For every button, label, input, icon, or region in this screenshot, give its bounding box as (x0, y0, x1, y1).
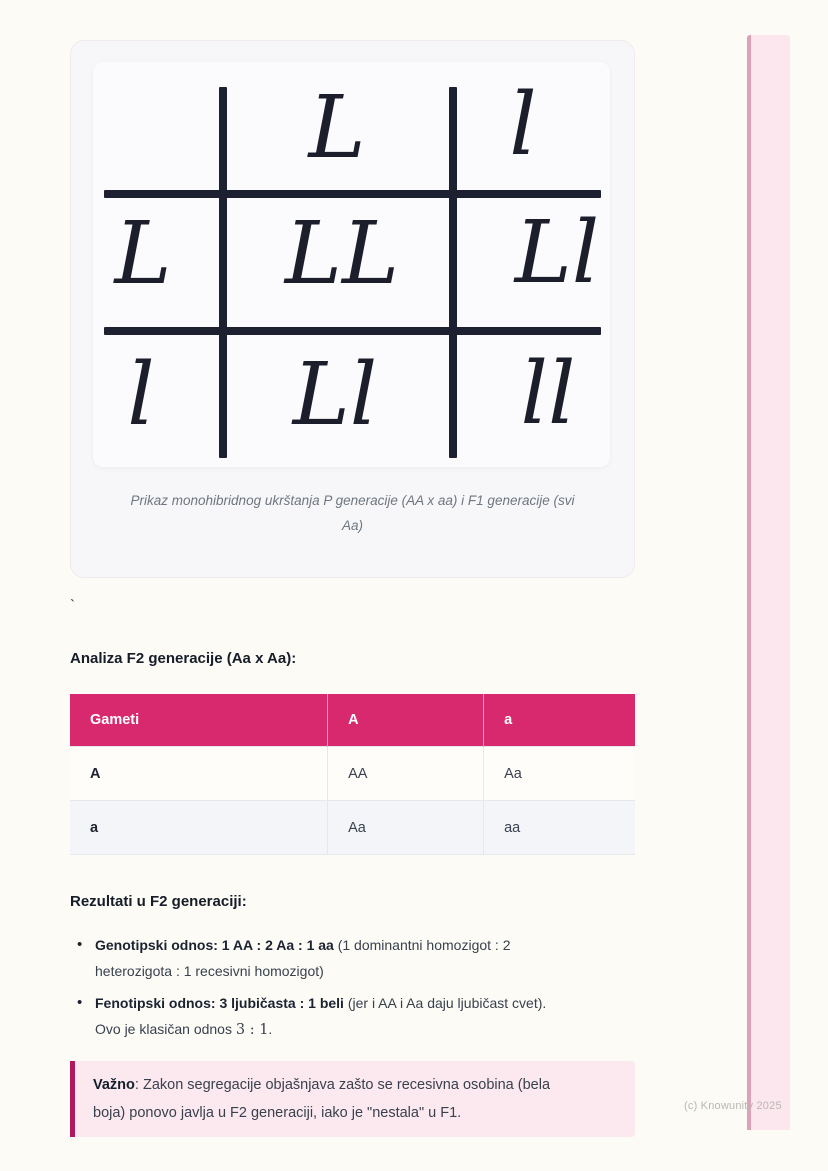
punnett-horizontal-line-2 (104, 327, 601, 335)
table-cell-aa: aa (484, 801, 635, 855)
punnett-horizontal-line-1 (104, 190, 601, 198)
bullet2-tail: . (268, 1021, 273, 1037)
table-header-A: A (328, 694, 484, 747)
bullet2-line2: Ovo je klasičan odnos (95, 1021, 236, 1037)
punnett-cell-LL: LL (284, 204, 400, 304)
callout-line1: : Zakon segregacije objašnjava zašto se recesivna osobina (bela (134, 1077, 551, 1093)
important-callout (70, 1061, 635, 1137)
table-cell-Aa-2: Aa (328, 801, 484, 855)
gamete-table (70, 694, 635, 855)
punnett-cell-Ll-top: Ll (514, 203, 600, 303)
bullet2-ratio-math: 3 : 1 (235, 1022, 269, 1038)
punnett-cell-Ll-bottom: Ll (292, 345, 378, 445)
results-bullet-list (70, 932, 635, 1043)
figure-caption-line1: Prikaz monohibridnog ukrštanja P generacije (AA x aa) i F1 generacije (svi (130, 493, 575, 508)
callout-line2: boja) ponovo javlja u F2 generaciji, iako je "nestala" u F1. (93, 1105, 462, 1121)
table-header-row (70, 694, 635, 747)
analysis-heading: Analiza F2 generacije (Aa x Aa): (70, 650, 297, 667)
bullet1-line2: heterozigota : 1 recesivni homozigot) (95, 963, 324, 979)
callout-lead: Važno (93, 1077, 135, 1093)
figure-card (70, 40, 635, 578)
table-row (70, 747, 635, 801)
bullet2-rest: (jer i AA i Aa daju ljubičast cvet). (343, 995, 547, 1011)
list-item (70, 932, 635, 984)
table-row (70, 801, 635, 855)
punnett-col-header-L: L (308, 78, 366, 178)
punnett-cell-ll: ll (520, 344, 576, 444)
bullet2-lead: Fenotipski odnos: 3 ljubičasta : 1 beli (95, 995, 344, 1011)
figure-caption (93, 488, 612, 538)
table-row-label-A: A (70, 747, 328, 801)
stray-backtick: ` (70, 597, 75, 614)
list-item (70, 990, 635, 1043)
bullet-icon: • (77, 994, 83, 1011)
document-content (70, 0, 635, 1137)
punnett-vertical-line-2 (449, 87, 457, 458)
table-header-a: a (484, 694, 635, 747)
bullet1-lead: Genotipski odnos: 1 AA : 2 Aa : 1 aa (95, 937, 334, 953)
bullet1-rest: (1 dominantni homozigot : 2 (333, 937, 511, 953)
table-cell-AA: AA (328, 747, 484, 801)
table-header-gameti: Gameti (70, 694, 328, 747)
results-heading: Rezultati u F2 generaciji: (70, 893, 247, 910)
bullet-icon: • (77, 936, 83, 953)
punnett-row-header-l: l (127, 345, 155, 445)
figure-caption-line2: Aa) (341, 518, 363, 533)
page-edge-stripe (747, 35, 790, 1130)
punnett-square-image (93, 62, 610, 467)
table-row-label-a: a (70, 801, 328, 855)
table-cell-Aa-1: Aa (484, 747, 635, 801)
punnett-row-header-L: L (114, 204, 172, 304)
watermark: (c) Knowunity 2025 (684, 1100, 782, 1112)
punnett-col-header-l: l (509, 75, 537, 175)
punnett-vertical-line-1 (219, 87, 227, 458)
